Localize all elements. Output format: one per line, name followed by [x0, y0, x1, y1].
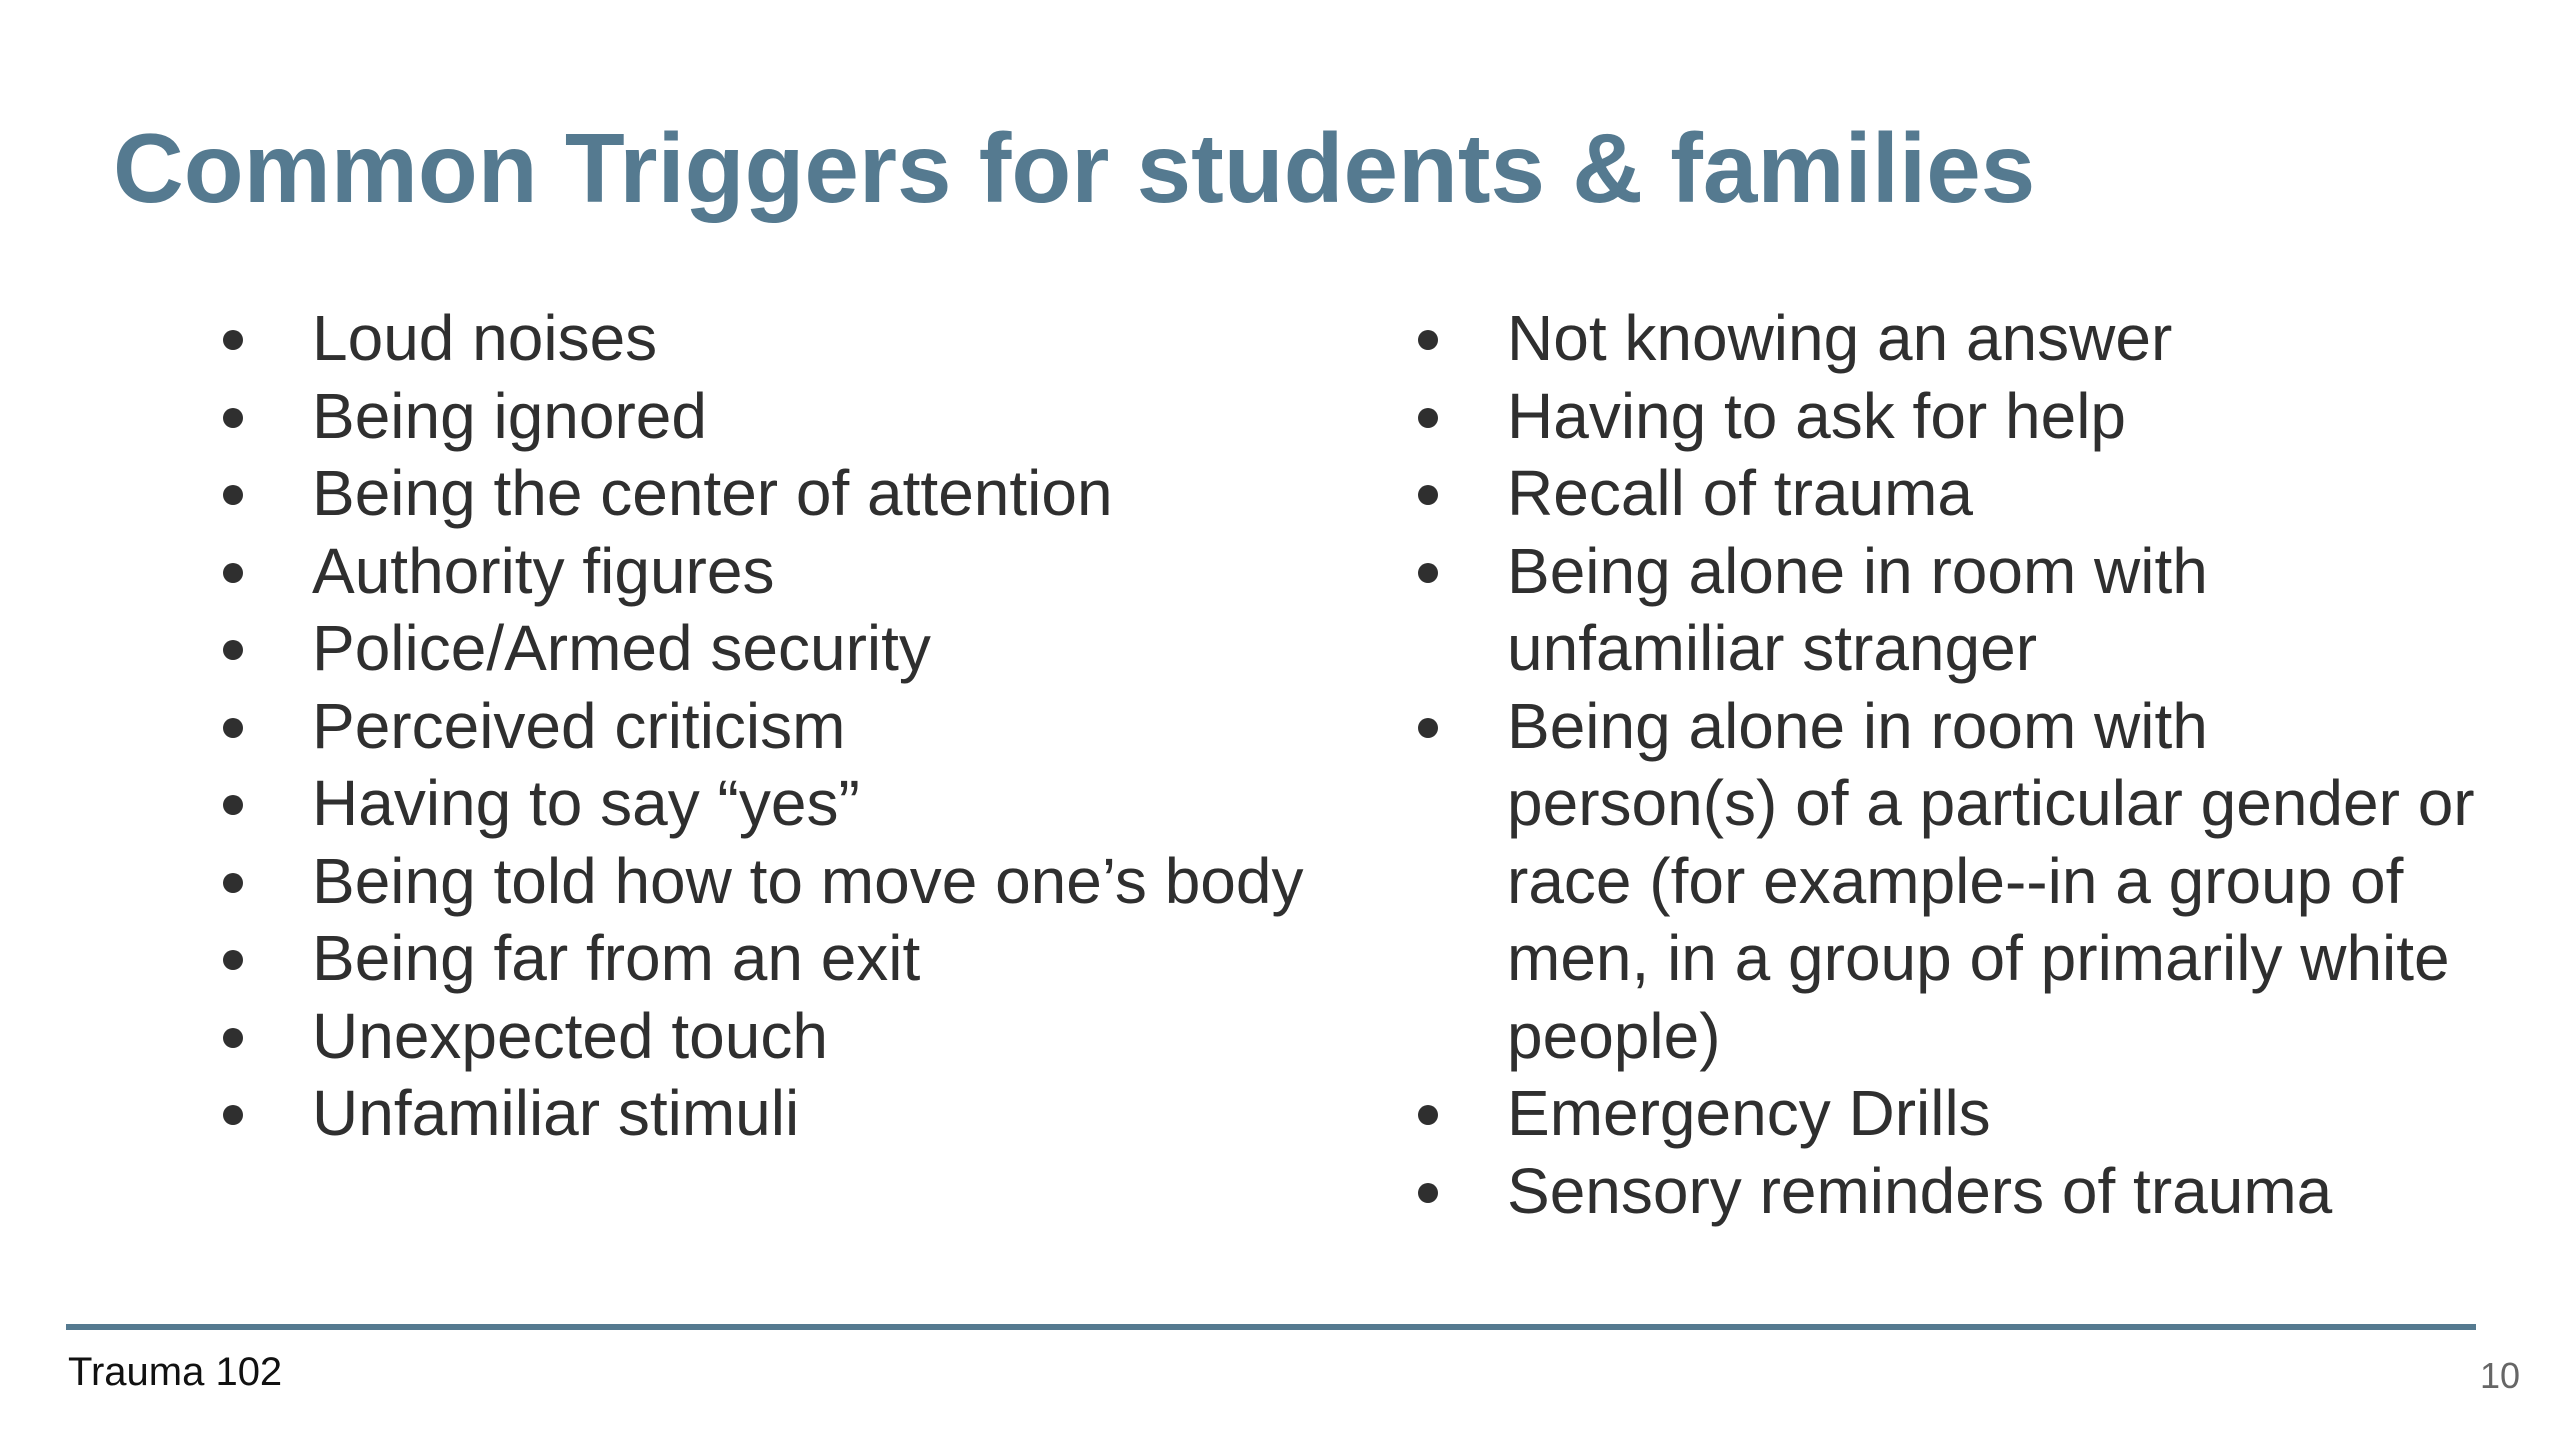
bullet-text: Being far from an exit — [312, 922, 921, 994]
bullet-dot-icon — [223, 873, 243, 893]
bullet-text: Being ignored — [312, 379, 707, 452]
bullet-text: Being alone in room with person(s) of a particular gender or race (for example--in a group of men, in a group of primarily white people) — [1507, 689, 2475, 1072]
bullet-item — [1410, 688, 2480, 1076]
bullet-dot-icon — [1418, 330, 1438, 350]
bullet-item — [215, 455, 1335, 533]
bullet-dot-icon — [223, 1028, 243, 1048]
bullet-item — [215, 610, 1335, 688]
bullet-dot-icon — [1418, 408, 1438, 428]
bullet-text: Sensory reminders of trauma — [1507, 1154, 2333, 1227]
bullet-item — [1410, 1075, 2480, 1153]
bullet-item — [1410, 378, 2480, 456]
bullet-dot-icon — [223, 330, 243, 350]
bullet-text: Unexpected touch — [312, 999, 828, 1072]
bullet-text: Being the center of attention — [312, 457, 1113, 529]
bullet-text: Being alone in room with unfamiliar stranger — [1507, 534, 2208, 684]
bullet-dot-icon — [1418, 485, 1438, 505]
bullet-dot-icon — [1418, 1183, 1438, 1203]
bullet-item — [215, 998, 1335, 1076]
footer-divider — [66, 1324, 2476, 1330]
footer-label: Trauma 102 — [68, 1350, 283, 1394]
bullet-item — [215, 533, 1335, 611]
bullet-item — [215, 920, 1335, 998]
bullet-item — [215, 843, 1335, 921]
bullet-item — [215, 378, 1335, 456]
bullet-item — [1410, 300, 2480, 378]
left-bullet-list — [215, 300, 1335, 1153]
bullet-item — [1410, 533, 2480, 688]
bullet-item — [1410, 1153, 2480, 1231]
bullet-text: Loud noises — [312, 302, 658, 374]
bullet-item — [215, 688, 1335, 766]
bullet-dot-icon — [223, 950, 243, 970]
bullet-dot-icon — [223, 795, 243, 815]
bullet-dot-icon — [223, 563, 243, 583]
bullet-text: Emergency Drills — [1507, 1077, 1991, 1149]
bullet-dot-icon — [1418, 1105, 1438, 1125]
bullet-dot-icon — [223, 718, 243, 738]
right-bullet-list — [1410, 300, 2480, 1230]
bullet-item — [215, 765, 1335, 843]
bullet-text: Unfamiliar stimuli — [312, 1077, 800, 1149]
bullet-text: Being told how to move one’s body — [312, 844, 1304, 917]
bullet-text: Recall of trauma — [1507, 457, 1973, 529]
bullet-text: Authority figures — [312, 534, 775, 607]
bullet-text: Having to ask for help — [1507, 379, 2126, 452]
bullet-text: Not knowing an answer — [1507, 302, 2173, 374]
bullet-dot-icon — [1418, 563, 1438, 583]
bullet-item — [1410, 455, 2480, 533]
bullet-text: Police/Armed security — [312, 612, 931, 684]
bullet-item — [215, 300, 1335, 378]
page-number: 10 — [2479, 1355, 2520, 1396]
slide-title: Common Triggers for students & families — [113, 113, 2036, 223]
bullet-text: Perceived criticism — [312, 689, 846, 762]
bullet-dot-icon — [1418, 718, 1438, 738]
bullet-item — [215, 1075, 1335, 1153]
bullet-dot-icon — [223, 408, 243, 428]
bullet-dot-icon — [223, 485, 243, 505]
bullet-dot-icon — [223, 1105, 243, 1125]
bullet-text: Having to say “yes” — [312, 767, 860, 839]
bullet-dot-icon — [223, 640, 243, 660]
